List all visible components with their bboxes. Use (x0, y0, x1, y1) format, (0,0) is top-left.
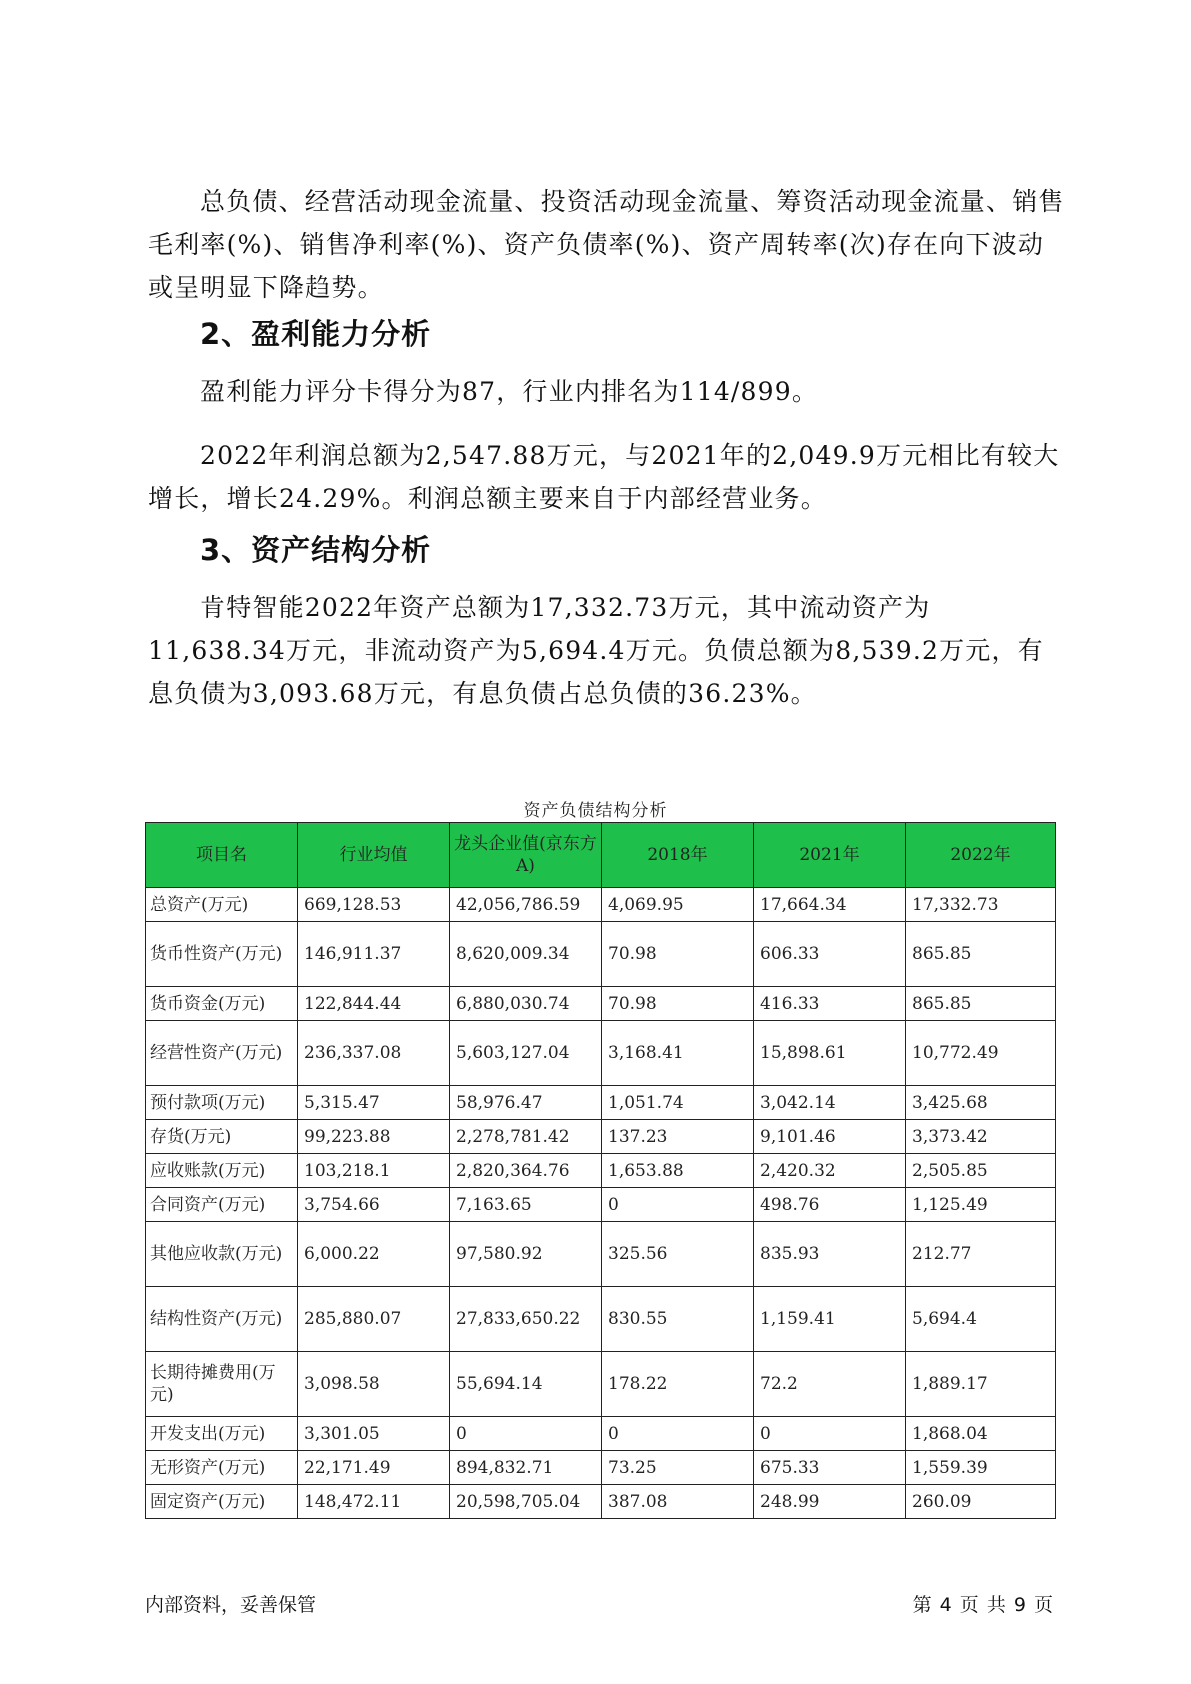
table-cell: 5,603,127.04 (450, 1021, 602, 1086)
table-cell: 3,098.58 (298, 1352, 450, 1417)
column-header: 2018年 (602, 823, 754, 888)
table-cell: 0 (602, 1417, 754, 1451)
table-cell: 20,598,705.04 (450, 1485, 602, 1519)
table-cell: 416.33 (754, 987, 906, 1021)
table-cell: 10,772.49 (906, 1021, 1056, 1086)
profit-total-paragraph: 2022年利润总额为2,547.88万元，与2021年的2,049.9万元相比有较大增长，增长24.29%。利润总额主要来自于内部经营业务。 (148, 441, 1060, 513)
table-cell: 1,159.41 (754, 1287, 906, 1352)
table-cell: 2,278,781.42 (450, 1120, 602, 1154)
table-cell: 2,820,364.76 (450, 1154, 602, 1188)
table-cell: 236,337.08 (298, 1021, 450, 1086)
table-cell: 137.23 (602, 1120, 754, 1154)
table-row (146, 1086, 1056, 1120)
table-cell: 606.33 (754, 922, 906, 987)
table-cell: 835.93 (754, 1222, 906, 1287)
table-header-row (146, 823, 1056, 888)
table-cell: 4,069.95 (602, 888, 754, 922)
table-cell: 248.99 (754, 1485, 906, 1519)
table-cell: 2,505.85 (906, 1154, 1056, 1188)
row-label: 合同资产(万元) (146, 1188, 298, 1222)
asset-liability-table (145, 822, 1056, 1519)
table-row (146, 1485, 1056, 1519)
table-row (146, 922, 1056, 987)
row-label: 长期待摊费用(万元) (146, 1352, 298, 1417)
column-header: 龙头企业值(京东方A) (450, 823, 602, 888)
table-cell: 260.09 (906, 1485, 1056, 1519)
section-heading-profitability: 2、盈利能力分析 (200, 317, 432, 351)
table-cell: 3,425.68 (906, 1086, 1056, 1120)
table-cell: 148,472.11 (298, 1485, 450, 1519)
table-row (146, 1352, 1056, 1417)
table-cell: 325.56 (602, 1222, 754, 1287)
table-cell: 1,559.39 (906, 1451, 1056, 1485)
table-cell: 17,332.73 (906, 888, 1056, 922)
table-row (146, 1451, 1056, 1485)
table-cell: 212.77 (906, 1222, 1056, 1287)
table-cell: 146,911.37 (298, 922, 450, 987)
asset-structure-paragraph: 肯特智能2022年资产总额为17,332.73万元，其中流动资产为11,638.34万元，非流动资产为5,694.4万元。负债总额为8,539.2万元，有息负债为3,093.68万元，有息负债占总负债的36.23%。 (148, 593, 1044, 708)
table-cell: 42,056,786.59 (450, 888, 602, 922)
table-cell: 1,653.88 (602, 1154, 754, 1188)
table-cell: 3,042.14 (754, 1086, 906, 1120)
table-row (146, 1222, 1056, 1287)
column-header: 2021年 (754, 823, 906, 888)
table-cell: 0 (754, 1417, 906, 1451)
row-label: 总资产(万元) (146, 888, 298, 922)
table-row (146, 888, 1056, 922)
footer-page-number: 第 4 页 共 9 页 (912, 1594, 1054, 1616)
table-cell: 70.98 (602, 922, 754, 987)
table-cell: 15,898.61 (754, 1021, 906, 1086)
table-cell: 1,889.17 (906, 1352, 1056, 1417)
table-cell: 9,101.46 (754, 1120, 906, 1154)
table-cell: 7,163.65 (450, 1188, 602, 1222)
table-cell: 6,000.22 (298, 1222, 450, 1287)
table-cell: 27,833,650.22 (450, 1287, 602, 1352)
table-cell: 1,051.74 (602, 1086, 754, 1120)
table-cell: 669,128.53 (298, 888, 450, 922)
row-label: 预付款项(万元) (146, 1086, 298, 1120)
table-cell: 865.85 (906, 922, 1056, 987)
table-cell: 3,754.66 (298, 1188, 450, 1222)
table-cell: 2,420.32 (754, 1154, 906, 1188)
footer-confidential-note: 内部资料，妥善保管 (145, 1594, 317, 1616)
row-label: 结构性资产(万元) (146, 1287, 298, 1352)
table-row (146, 1021, 1056, 1086)
table-cell: 0 (602, 1188, 754, 1222)
row-label: 固定资产(万元) (146, 1485, 298, 1519)
table-cell: 1,125.49 (906, 1188, 1056, 1222)
table-cell: 387.08 (602, 1485, 754, 1519)
table-row (146, 1417, 1056, 1451)
row-label: 其他应收款(万元) (146, 1222, 298, 1287)
table-cell: 865.85 (906, 987, 1056, 1021)
table-cell: 675.33 (754, 1451, 906, 1485)
table-cell: 22,171.49 (298, 1451, 450, 1485)
profit-score-paragraph: 盈利能力评分卡得分为87，行业内排名为114/899。 (200, 377, 819, 406)
table-cell: 1,868.04 (906, 1417, 1056, 1451)
table-cell: 5,694.4 (906, 1287, 1056, 1352)
table-caption: 资产负债结构分析 (523, 801, 668, 821)
table-row (146, 1287, 1056, 1352)
row-label: 货币资金(万元) (146, 987, 298, 1021)
table-cell: 3,373.42 (906, 1120, 1056, 1154)
table-cell: 3,168.41 (602, 1021, 754, 1086)
table-cell: 6,880,030.74 (450, 987, 602, 1021)
table-cell: 17,664.34 (754, 888, 906, 922)
column-header: 行业均值 (298, 823, 450, 888)
table-cell: 70.98 (602, 987, 754, 1021)
row-label: 经营性资产(万元) (146, 1021, 298, 1086)
table-row (146, 1120, 1056, 1154)
table-cell: 55,694.14 (450, 1352, 602, 1417)
section-heading-asset-structure: 3、资产结构分析 (200, 533, 432, 567)
table-cell: 97,580.92 (450, 1222, 602, 1287)
table-cell: 3,301.05 (298, 1417, 450, 1451)
column-header: 2022年 (906, 823, 1056, 888)
row-label: 无形资产(万元) (146, 1451, 298, 1485)
table-cell: 72.2 (754, 1352, 906, 1417)
table-cell: 122,844.44 (298, 987, 450, 1021)
column-header: 项目名 (146, 823, 298, 888)
table-cell: 830.55 (602, 1287, 754, 1352)
table-cell: 894,832.71 (450, 1451, 602, 1485)
table-cell: 58,976.47 (450, 1086, 602, 1120)
row-label: 存货(万元) (146, 1120, 298, 1154)
table-cell: 8,620,009.34 (450, 922, 602, 987)
table-cell: 73.25 (602, 1451, 754, 1485)
table-cell: 285,880.07 (298, 1287, 450, 1352)
table-cell: 178.22 (602, 1352, 754, 1417)
table-row (146, 1188, 1056, 1222)
table-cell: 498.76 (754, 1188, 906, 1222)
table-cell: 99,223.88 (298, 1120, 450, 1154)
table-cell: 0 (450, 1417, 602, 1451)
table-cell: 103,218.1 (298, 1154, 450, 1188)
row-label: 开发支出(万元) (146, 1417, 298, 1451)
table-row (146, 987, 1056, 1021)
table-cell: 5,315.47 (298, 1086, 450, 1120)
table-row (146, 1154, 1056, 1188)
row-label: 货币性资产(万元) (146, 922, 298, 987)
row-label: 应收账款(万元) (146, 1154, 298, 1188)
intro-paragraph: 总负债、经营活动现金流量、投资活动现金流量、筹资活动现金流量、销售毛利率(%)、销售净利率(%)、资产负债率(%)、资产周转率(次)存在向下波动或呈明显下降趋势。 (148, 187, 1065, 302)
